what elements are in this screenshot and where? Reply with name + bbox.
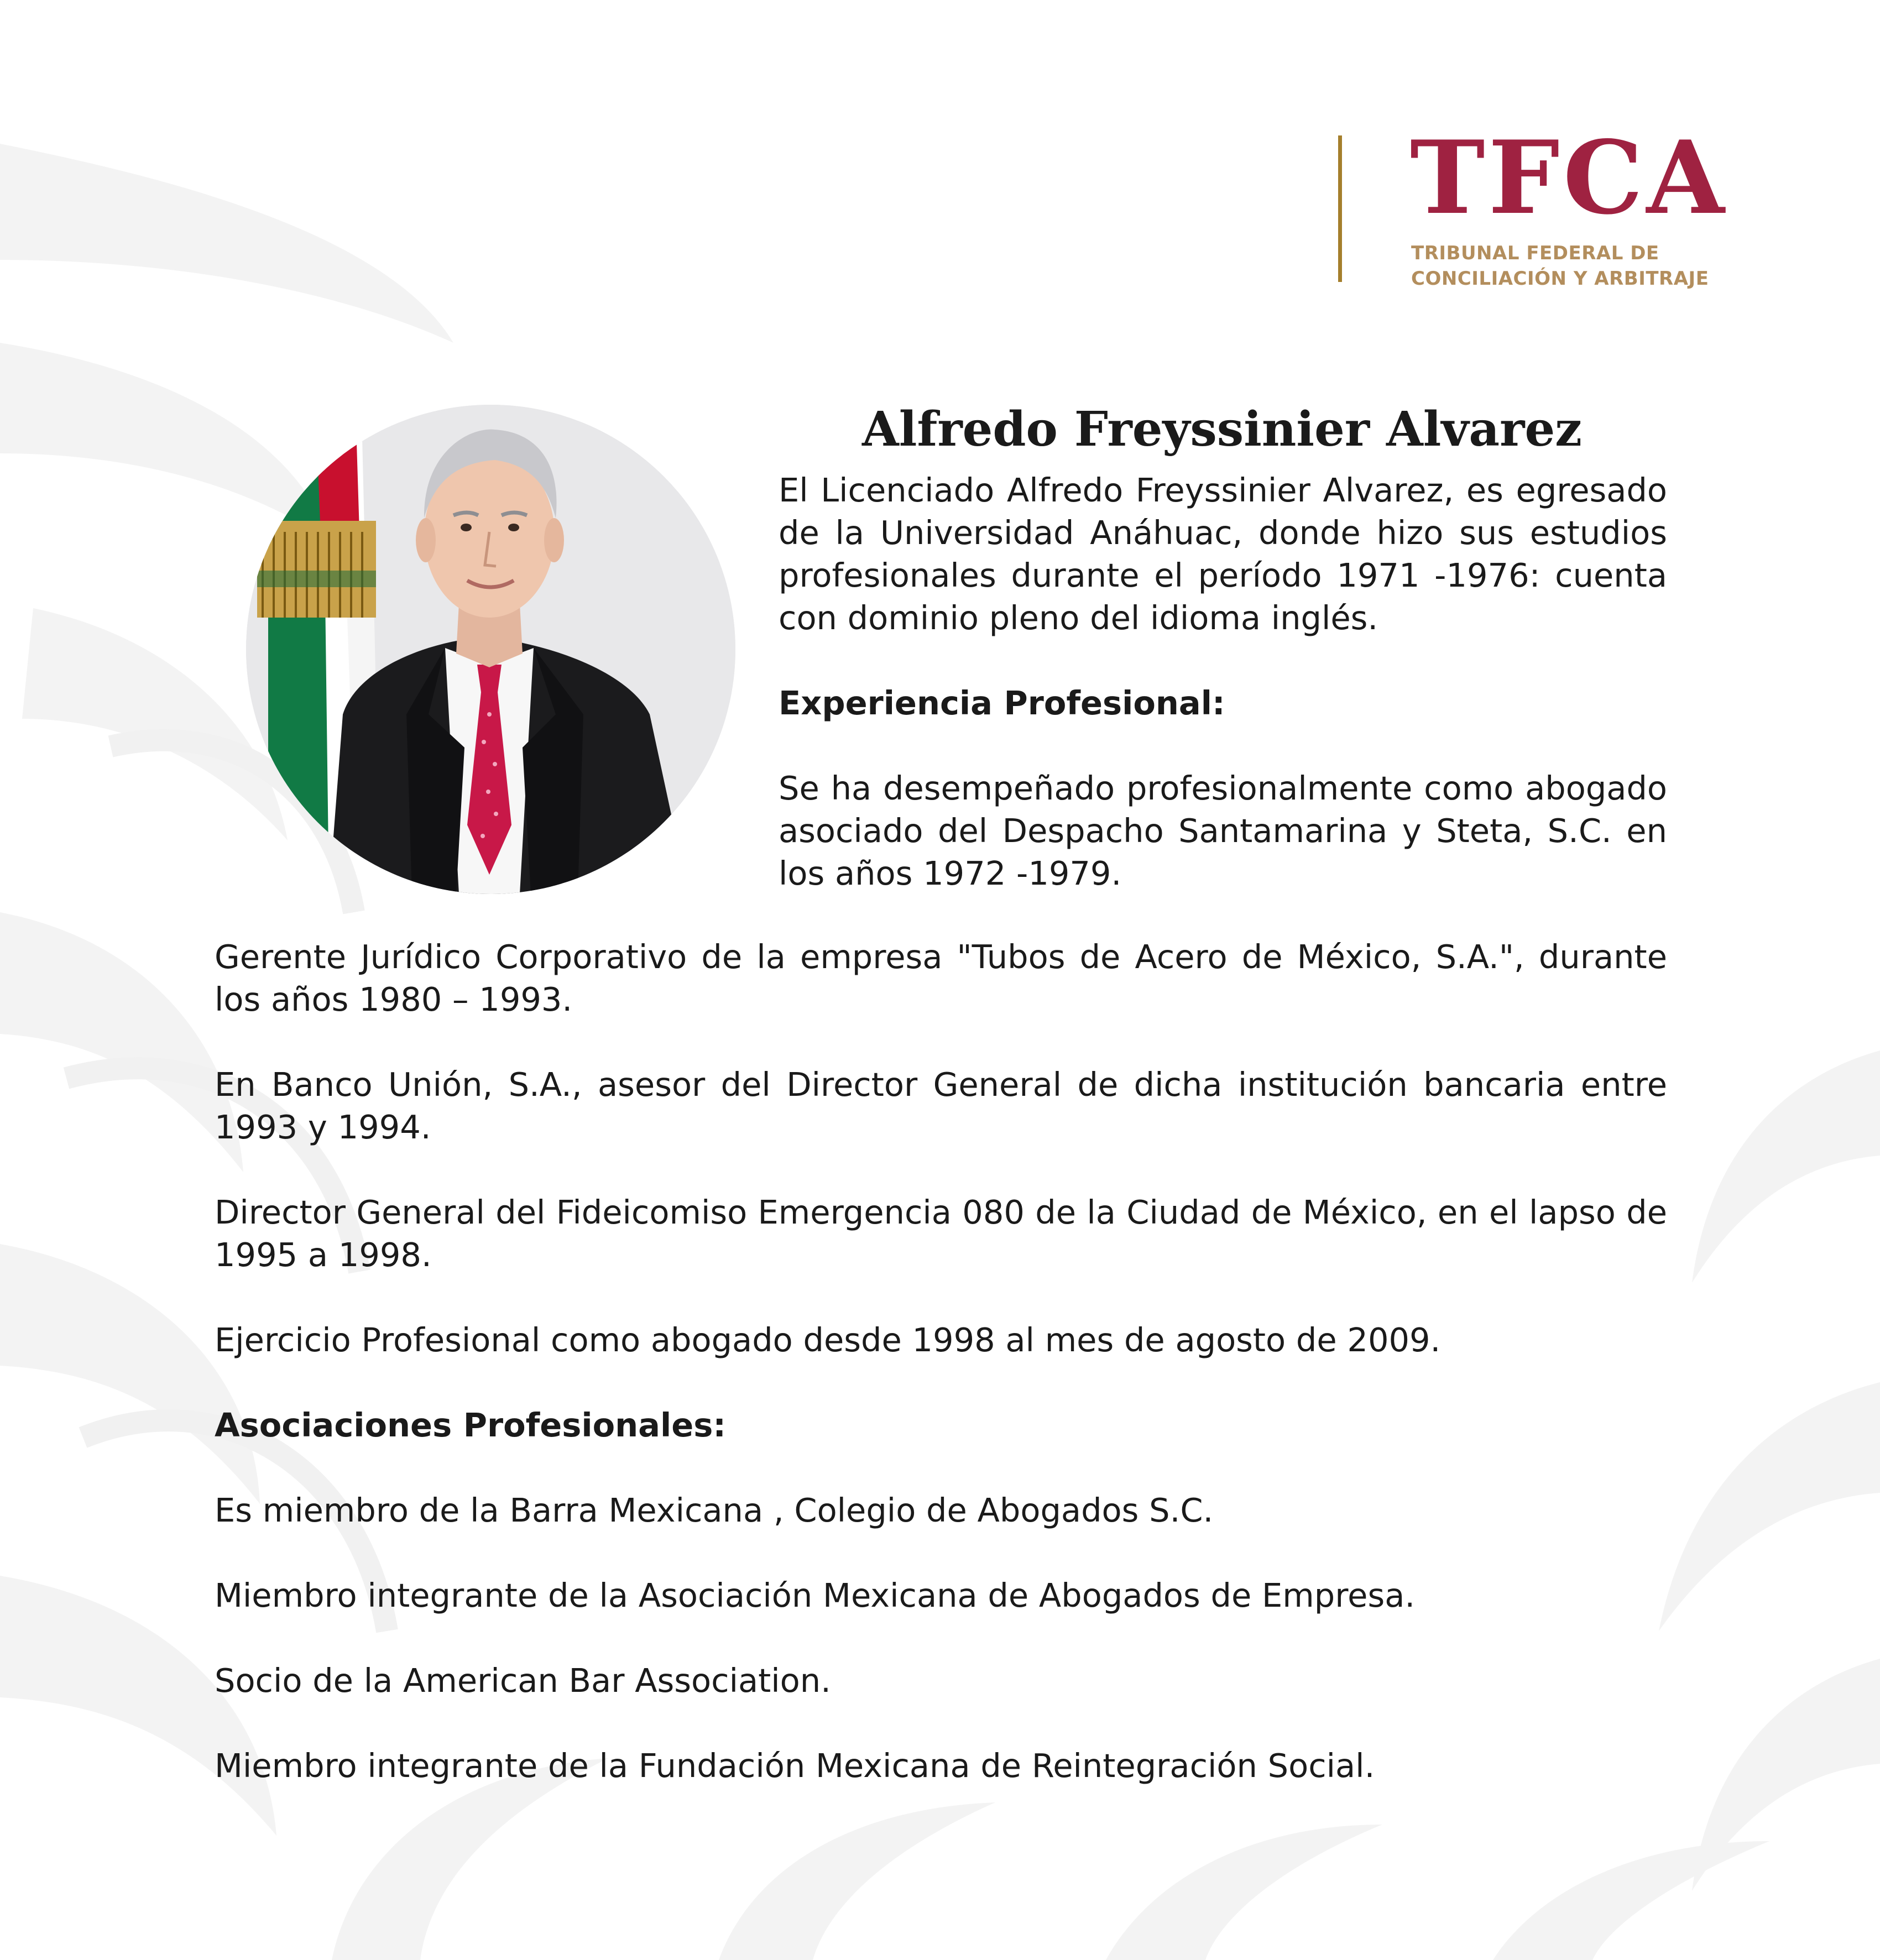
experience-heading: Experiencia Profesional: [779, 684, 1225, 722]
experience-item-2: Gerente Jurídico Corporativo de la empresa "Tubos de Acero de México, S.A.", durante los años 1980 – 1993. [215, 938, 1667, 1018]
profile-intro-block [779, 469, 1667, 895]
profile-details-block [215, 935, 1667, 1787]
logo-subtitle-line-1: TRIBUNAL FEDERAL DE [1411, 242, 1659, 264]
logo-divider [1338, 135, 1342, 282]
associations-heading: Asociaciones Profesionales: [215, 1406, 726, 1444]
profile-intro: El Licenciado Alfredo Freyssinier Alvarez, es egresado de la Universidad Anáhuac, donde hizo sus estudios profesionales durante el período 1971 -1976: cuenta con dominio pleno del idioma inglés. [779, 471, 1667, 637]
profile-photo [246, 405, 735, 894]
association-item-1: Es miembro de la Barra Mexicana , Colegio de Abogados S.C. [215, 1491, 1214, 1529]
logo-subtitle-line-2: CONCILIACIÓN Y ARBITRAJE [1411, 268, 1709, 290]
logo-subtitle [1411, 241, 1709, 291]
association-item-4: Miembro integrante de la Fundación Mexicana de Reintegración Social. [215, 1747, 1375, 1785]
association-item-3: Socio de la American Bar Association. [215, 1661, 831, 1700]
tfca-logo [1327, 118, 1747, 293]
experience-item-3: En Banco Unión, S.A., asesor del Director General de dicha institución bancaria entre 1993 y 1994. [215, 1065, 1667, 1146]
experience-item-4: Director General del Fideicomiso Emergencia 080 de la Ciudad de México, en el lapso de 1995 a 1998. [215, 1193, 1667, 1274]
association-item-2: Miembro integrante de la Asociación Mexicana de Abogados de Empresa. [215, 1576, 1416, 1614]
logo-acronym: TFCA [1410, 118, 1728, 237]
experience-item-5: Ejercicio Profesional como abogado desde 1998 al mes de agosto de 2009. [215, 1321, 1441, 1359]
portrait-illustration [246, 405, 735, 894]
experience-item-1: Se ha desempeñado profesionalmente como abogado asociado del Despacho Santamarina y Steta, S.C. en los años 1972 -1979. [779, 769, 1667, 892]
profile-name: Alfredo Freyssinier Alvarez [861, 401, 1582, 457]
